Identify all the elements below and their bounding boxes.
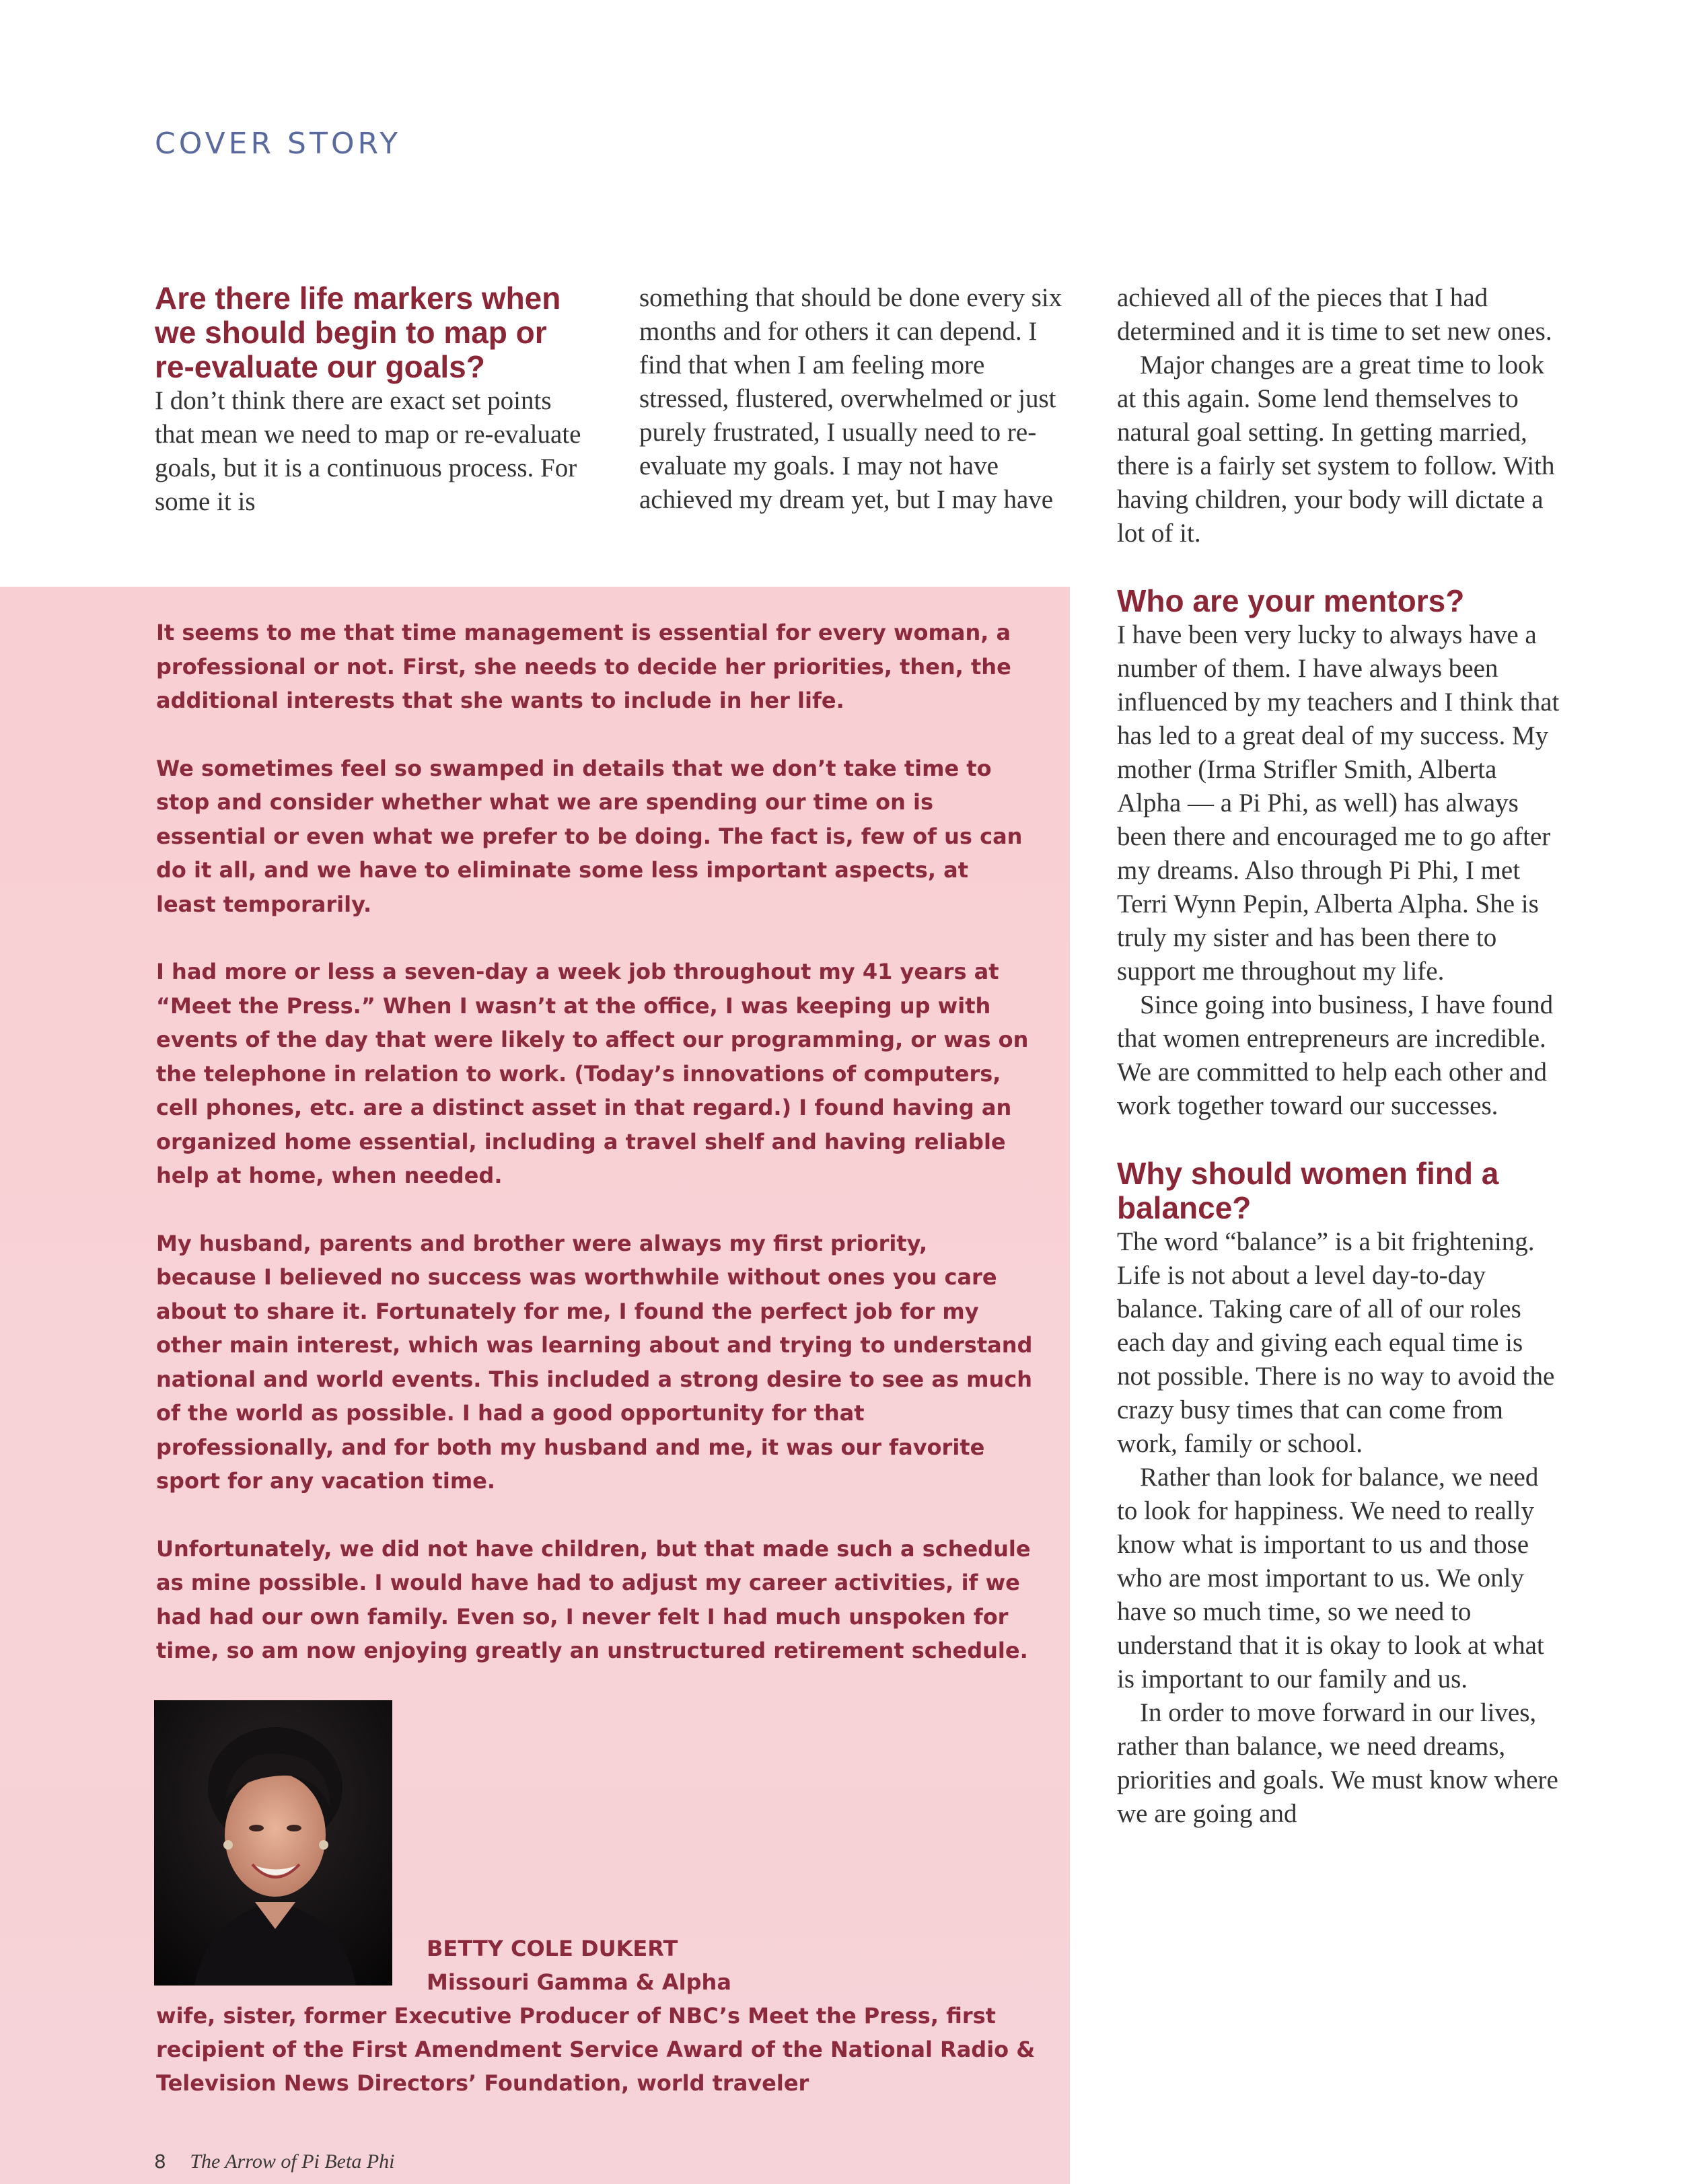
quote-paragraph-5: Unfortunately, we did not have children, but that made such a schedule as mine possible. I would have had to adjust my career activities, if we had had our own family. Even so, I never felt I had much unspoken for time, so am now enjoying greatly an unstructured retirement schedule. (156, 1535, 1031, 1663)
column-c-paragraph-6: Rather than look for balance, we need to look for happiness. We need to really know what is important to us and those who are most important to us. We only have so much time, so we need to understand that it is okay to look at what is important to our family and us. (1117, 1463, 1544, 1694)
column-c-paragraph-2: Major changes are a great time to look at this again. Some lend themselves to natural goal setting. In getting married, there is a fairly set system to follow. With having children, your body will dictate a lot of it. (1117, 351, 1555, 548)
publication-title: The Arrow of Pi Beta Phi (190, 2150, 395, 2173)
caption-chapter: Missouri Gamma & Alpha (427, 1969, 731, 1995)
column-c-paragraph-1: achieved all of the pieces that I had determined and it is time to set new ones. (1117, 283, 1552, 346)
column-a-paragraph: I don’t think there are exact set points that mean we need to map or re-evaluate goals, but it is a continuous process. For some it is (155, 386, 581, 516)
page-number: 8 (154, 2150, 166, 2173)
section-label: COVER STORY (155, 126, 402, 161)
caption-description: wife, sister, former Executive Producer of NBC’s Meet the Press, first recipient of the First Amendment Service Award of the National Radio & Television News Directors’ Foundation, world traveler (156, 2003, 1036, 2096)
column-b-paragraph: something that should be done every six months and for others it can depend. I find that when I am feeling more stressed, flustered, overwhelmed or just purely frustrated, I usually need to re-evaluate my goals. I may not have achieved my dream yet, but I may have (639, 283, 1062, 514)
quote-paragraph-4: My husband, parents and brother were always my first priority, because I believed no success was worthwhile without ones you care about to share it. Fortunately for me, I found the perfect job for my other main interest, which was learning about and trying to understand national and world events. This included a strong desire to see as much of the world as possible. I had a good opportunity for that professionally, and for both my husband and me, it was our favorite sport for any vacation time. (156, 1230, 1033, 1494)
heading-balance: Why should women find a balance? (1117, 1156, 1499, 1225)
quote-paragraph-1: It seems to me that time management is essential for every woman, a professional or not. First, she needs to decide her priorities, then, the additional interests that she wants to include in her life. (156, 620, 1011, 713)
column-c-paragraph-3: I have been very lucky to always have a number of them. I have always been influenced by my teachers and I think that has led to a great deal of my success. My mother (Irma Strifler Smith, Alberta Alpha — a Pi Phi, as well) has always been there and encouraged me to go after my dreams. Also through Pi Phi, I met Terri Wynn Pepin, Alberta Alpha. She is truly my sister and has been there to support me throughout my life. (1117, 620, 1560, 986)
column-c-paragraph-4: Since going into business, I have found that women entrepreneurs are incredible. We are committed to help each other and work together toward our successes. (1117, 990, 1554, 1120)
column-c-paragraph-7: In order to move forward in our lives, rather than balance, we need dreams, priorities and goals. We must know where we are going and (1117, 1698, 1558, 1828)
quote-paragraph-3: I had more or less a seven-day a week job throughout my 41 years at “Meet the Press.” When I wasn’t at the office, I was keeping up with events of the day that were likely to affect our programming, or was on the telephone in relation to work. (Today’s innovations of computers, cell phones, etc. are a distinct asset in that regard.) I found having an organized home essential, including a travel shelf and having reliable help at home, when needed. (156, 959, 1029, 1188)
heading-mentors: Who are your mentors? (1117, 583, 1465, 618)
quote-paragraph-2: We sometimes feel so swamped in details that we don’t take time to stop and consider whether what we are spending our time on is essential or even what we prefer to be doing. The fact is, few of us can do it all, and we have to eliminate some less important aspects, at least temporarily. (156, 755, 1023, 917)
column-a (155, 281, 592, 519)
column-c (1117, 281, 1561, 1831)
heading-life-markers: Are there life markers when we should begin to map or re-evaluate our goals? (155, 281, 561, 384)
portrait-photo (154, 1700, 392, 1986)
column-c-paragraph-5: The word “balance” is a bit frightening. Life is not about a level day-to-day balance. Taking care of all of our roles each day and giving each equal time is not possible. There is no way to avoid the crazy busy times that can come from work, family or school. (1117, 1227, 1555, 1458)
sidebar-quote (156, 616, 1034, 1702)
page-footer (154, 2150, 395, 2173)
column-b (639, 281, 1070, 517)
caption-name: BETTY COLE DUKERT (427, 1936, 678, 1961)
